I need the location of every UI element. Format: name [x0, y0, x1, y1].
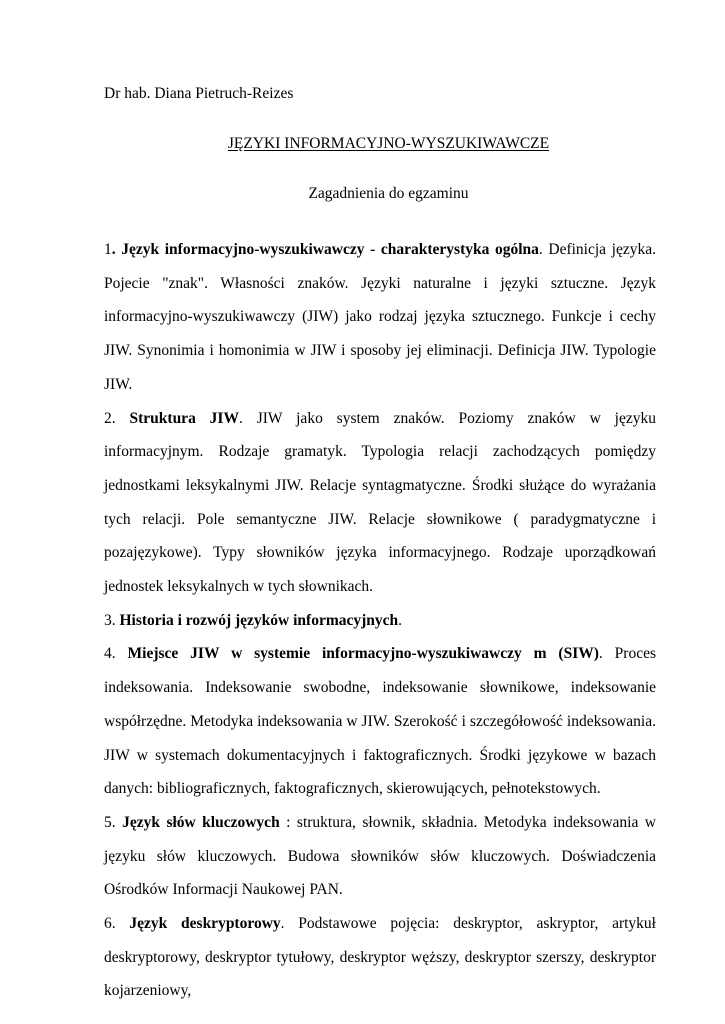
- section-heading: Język deskryptorowy: [129, 915, 281, 933]
- section-2: [104, 402, 656, 604]
- section-heading: Historia i rozwój języków informacyjnych: [119, 611, 399, 629]
- section-heading: Miejsce JIW w systemie informacyjno-wyszukiwawczy m (SIW): [127, 645, 599, 663]
- section-number: 6.: [104, 915, 130, 933]
- section-heading: Struktura JIW: [129, 409, 239, 427]
- section-1: [104, 233, 656, 402]
- section-number: 1: [104, 241, 112, 258]
- document-subtitle: Zagadnienia do egzaminu: [308, 185, 469, 202]
- section-4: [104, 637, 656, 806]
- section-text: . Podstawowe pojęcia: deskryptor, askryptor, artykuł deskryptorowy, deskryptor tytułowy, deskryptor węższy, deskryptor szerszy, deskryptor kojarzeniowy,: [104, 915, 656, 1000]
- document-body: [104, 233, 656, 1008]
- section-6: [104, 907, 656, 1008]
- section-text: . Proces indeksowania. Indeksowanie swobodne, indeksowanie słownikowe, indeksowanie współrzędne. Metodyka indeksowania w JIW. Szerokość i szczegółowość indeksowania. JIW w systemach dokumentacyjnych i faktograficznych. Środki językowe w bazach danych: bibliograficznych, faktograficznych, skierowujących, pełnotekstowych.: [104, 645, 656, 798]
- section-5: [104, 806, 656, 907]
- section-text: . Definicja języka. Pojecie "znak". Własności znaków. Języki naturalne i języki sztuczne. Język informacyjno-wyszukiwawczy (JIW) jako rodzaj języka sztucznego. Funkcje i cechy JIW. Synonimia i homonimia w JIW i sposoby jej eliminacji. Definicja JIW. Typologie JIW.: [104, 241, 656, 393]
- section-number: 5.: [104, 813, 123, 831]
- section-number: 4.: [104, 645, 128, 663]
- section-number: 2.: [104, 409, 130, 427]
- section-heading: . Język informacyjno-wyszukiwawczy - charakterystyka ogólna: [111, 241, 539, 258]
- section-text: : struktura, słownik, składnia. Metodyka indeksowania w języku słów kluczowych. Budowa słowników słów kluczowych. Doświadczenia Ośrodków Informacji Naukowej PAN.: [104, 813, 656, 899]
- document-title: JĘZYKI INFORMACYJNO-WYSZUKIWAWCZE: [227, 135, 550, 152]
- section-3: [104, 604, 656, 638]
- section-heading: Język słów kluczowych: [122, 813, 280, 831]
- section-number: 3.: [104, 611, 120, 629]
- section-text: .: [398, 611, 403, 629]
- author-line: Dr hab. Diana Pietruch-Reizes: [104, 85, 294, 102]
- section-text: . JIW jako system znaków. Poziomy znaków w języku informacyjnym. Rodzaje gramatyk. Typologia relacji zachodzących pomiędzy jednostkami leksykalnymi JIW. Relacje syntagmatyczne. Środki służące do wyrażania tych relacji. Pole semantyczne JIW. Relacje słownikowe ( paradygmatyczne i pozajęzykowe). Typy słowników języka informacyjnego. Rodzaje uporządkowań jednostek leksykalnych w tych słownikach.: [104, 409, 656, 596]
